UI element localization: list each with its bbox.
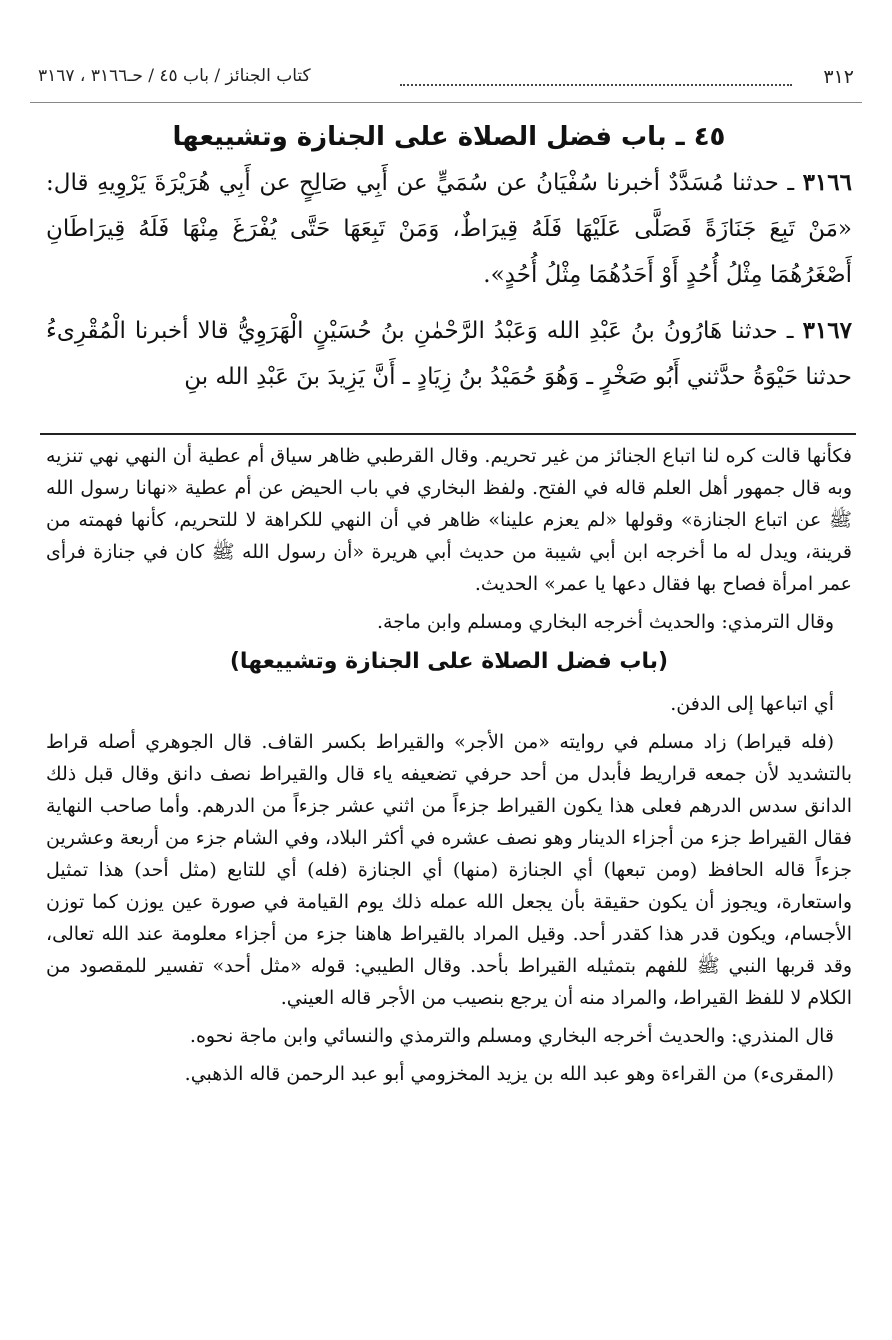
hadith-number: ٣١٦٦	[802, 169, 852, 196]
commentary-paragraph: وقال الترمذي: والحديث أخرجه البخاري ومسلم وابن ماجة.	[377, 611, 834, 633]
chapter-title: ٤٥ ـ باب فضل الصلاة على الجنازة وتشييعها	[172, 122, 726, 152]
hadith-3166	[46, 160, 852, 298]
commentary-paragraph: (فله قيراط) زاد مسلم في روايته «من الأجر» والقيراط بكسر القاف. قال الجوهري أصله قراط بالتشديد لأن جمعه قراريط فأبدل من أحد حرفي تضعيفه ياء قال والقيراط نصف دانق وقال قبل ذلك الدانق سدس الدرهم فعلى هذا يكون القيراط جزءاً من اثني عشر جزءاً من الدرهم. وأما صاحب النهاية فقال القيراط جزء من أجزاء الدينار وهو نصف عشره في أكثر البلاد، وفي الشام جزء من أربعة وعشرين جزءاً قاله الحافظ (ومن تبعها) أي الجنازة (منها) أي الجنازة (فله) أي للتابع (مثل أحد) هذا تمثيل واستعارة، ويجوز أن يكون حقيقة بأن يجعل الله عمله ذلك يوم القيامة في صورة عين يوزن كما توزن الأجسام، ويكون قدر هذا كقدر أحد. وقيل المراد بالقيراط هاهنا جزء من أجزاء معلومة عند الله تعالى، وقد قربها النبي ﷺ للفهم بتمثيله القيراط بأحد. وقال الطيبي: قوله «مثل أحد» تفسير للمقصود من الكلام لا للفظ القيراط، والمراد منه أن يرجع بنصيب من الأجر قاله العيني.	[46, 731, 852, 1009]
commentary-paragraph: أي اتباعها إلى الدفن.	[670, 693, 834, 715]
main-text	[46, 112, 852, 400]
header-rule	[30, 102, 862, 103]
running-title: كتاب الجنائز / باب ٤٥ / حـ٣١٦٦ ، ٣١٦٧	[38, 66, 311, 86]
header-dot-leader	[400, 84, 792, 86]
page-number: ٣١٢	[823, 66, 854, 88]
footnote-divider	[40, 433, 856, 435]
commentary-paragraph: فكأنها قالت كره لنا اتباع الجنائز من غير تحريم. وقال القرطبي ظاهر سياق أم عطية أن النهي نهي تنزيه وبه قال جمهور أهل العلم قاله في الفتح. ولفظ البخاري في باب الحيض عن أم عطية «نهانا رسول الله ﷺ عن اتباع الجنازة» وقولها «لم يعزم علينا» ظاهر في أن النهي للكراهة لا للتحريم، كأنها فهمته من قرينة، ويدل له ما أخرجه ابن أبي شيبة من حديث أبي هريرة «أن رسول الله ﷺ كان في جنازة فرأى عمر امرأة فصاح بها فقال دعها يا عمر» الحديث.	[46, 445, 852, 595]
commentary	[46, 440, 852, 1090]
page-header	[30, 66, 862, 100]
hadith-text: ـ حدثنا مُسَدَّدٌ أخبرنا سُفْيَانُ عن سُمَيٍّ عن أَبِي صَالِحٍ عن أَبِي هُرَيْرَةَ يَرْوِيهِ قال: «مَنْ تَبِعَ جَنَازَةً فَصَلَّى عَلَيْهَا فَلَهُ قِيرَاطٌ، وَمَنْ تَبِعَهَا حَتَّى يُفْرَغَ مِنْهَا فَلَهُ قِيرَاطَانِ أَصْغَرُهُمَا مِثْلُ أُحُدٍ أَوْ أَحَدُهُمَا مِثْلُ أُحُدٍ».	[46, 170, 852, 288]
commentary-paragraph: قال المنذري: والحديث أخرجه البخاري ومسلم والترمذي والنسائي وابن ماجة نحوه.	[189, 1025, 834, 1047]
section-heading: (باب فضل الصلاة على الجنازة وتشييعها)	[229, 649, 669, 674]
hadith-number: ٣١٦٧	[802, 317, 852, 344]
hadith-text: ـ حدثنا هَارُونُ بنُ عَبْدِ الله وَعَبْدُ الرَّحْمٰنِ بنُ حُسَيْنٍ الْهَرَوِيُّ قالا أخبرنا الْمُقْرِىءُ حدثنا حَيْوَةُ حدَّثني أَبُو صَخْرٍ ـ وَهُوَ حُمَيْدُ بنُ زِيَادٍ ـ أَنَّ يَزِيدَ بنَ عَبْدِ الله بنِ	[46, 318, 852, 390]
hadith-3167	[46, 308, 852, 400]
commentary-paragraph: (المقرىء) من القراءة وهو عبد الله بن يزيد المخزومي أبو عبد الرحمن قاله الذهبي.	[184, 1063, 834, 1085]
